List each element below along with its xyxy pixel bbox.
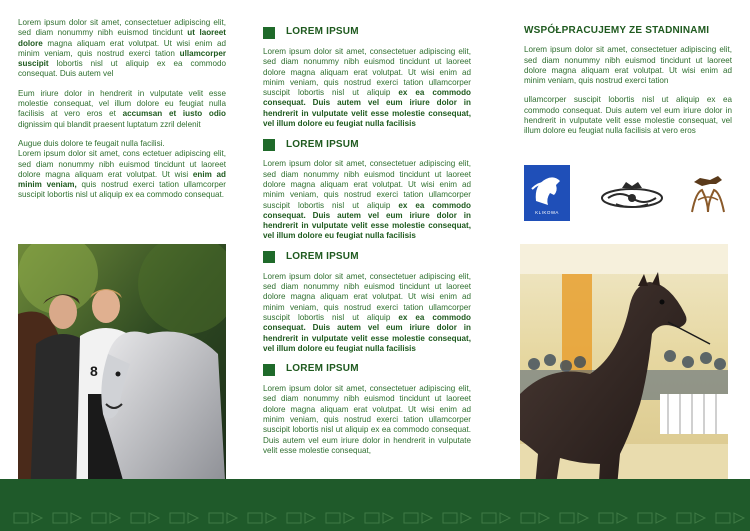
logo-klikowa bbox=[524, 165, 570, 226]
footer-ornament bbox=[500, 513, 510, 523]
footer-ornament bbox=[578, 513, 588, 523]
footer-ornament bbox=[599, 513, 613, 523]
section-3 bbox=[263, 251, 471, 354]
footer-ornament bbox=[656, 513, 666, 523]
footer-ornament bbox=[539, 513, 549, 523]
footer-ornament bbox=[131, 513, 145, 523]
section-header bbox=[263, 138, 471, 151]
section-title: LOREM IPSUM bbox=[286, 26, 359, 38]
footer-ornament bbox=[227, 513, 237, 523]
footer-ornament bbox=[188, 513, 198, 523]
footer-ornament bbox=[287, 513, 301, 523]
footer-ornament bbox=[266, 513, 276, 523]
footer-ornament bbox=[53, 513, 67, 523]
footer-ornament bbox=[695, 513, 705, 523]
section-title: LOREM IPSUM bbox=[286, 363, 359, 375]
right-text-column bbox=[524, 26, 732, 146]
bold-phrase: ullamcorper suscipit bbox=[18, 48, 226, 69]
footer-ornament bbox=[617, 513, 627, 523]
footer-ornament bbox=[92, 513, 106, 523]
bold-phrase: enim ad minim veniam, bbox=[18, 169, 226, 190]
footer-ornament bbox=[170, 513, 184, 523]
footer-pattern-icon bbox=[0, 511, 750, 525]
bold-phrase: ut laoreet dolore bbox=[18, 28, 226, 48]
footer-ornament bbox=[422, 513, 432, 523]
logo-label: KLIKOWA bbox=[535, 210, 559, 215]
footer-ornament bbox=[209, 513, 223, 523]
footer-ornament bbox=[344, 513, 354, 523]
photo-dark-arabian-horse bbox=[520, 244, 728, 498]
section-2 bbox=[263, 138, 471, 241]
section-header bbox=[263, 251, 471, 264]
footer-ornament bbox=[404, 513, 418, 523]
bold-phrase: accumsan et iusto odio bbox=[122, 109, 226, 119]
footer-ornament bbox=[560, 513, 574, 523]
section-1 bbox=[263, 26, 471, 129]
footer-ornament bbox=[461, 513, 471, 523]
section-text: Lorem ipsum dolor sit amet, consectetuer adipiscing elit, sed diam nonummy nibh euismod tincidunt ut laoreet dolore magna aliquam erat volutpat. Ut wisi enim ad minim veniam, quis nostrud exerci tation ullamcorper suscipit lobortis nisl ut aliquip ex ea commodo consequat. Duis autem vel eum iriure dolor in hendrerit in vulputate velit esse molestie consequat, vel illum dolore eu feugiat nulla facilisis bbox=[263, 159, 471, 241]
footer-ornament bbox=[14, 513, 28, 523]
square-bullet-icon bbox=[263, 27, 275, 39]
footer-ornament bbox=[32, 513, 42, 523]
footer-band bbox=[0, 479, 750, 531]
section-4 bbox=[263, 363, 471, 456]
logo-crest bbox=[598, 178, 666, 217]
footer-ornament bbox=[734, 513, 744, 523]
footer-ornament bbox=[443, 513, 457, 523]
section-text: Lorem ipsum dolor sit amet, consectetuer adipiscing elit, sed diam nonummy nibh euismod tincidunt ut laoreet dolore magna aliquam erat volutpat. Ut wisi enim ad minim veniam, quis nostrud exerci tation ullamcorper suscipit lobortis nisl ut aliquip ex ea commodo consequat. Duis autem vel eum iriure dolor in hendrerit in vulputate velit esse molestie consequat, bbox=[263, 384, 471, 455]
middle-text-column bbox=[263, 26, 471, 465]
section-header bbox=[263, 363, 471, 376]
footer-ornament bbox=[365, 513, 379, 523]
paragraph-3: Augue duis dolore te feugait nulla facilisi. Lorem ipsum dolor sit amet, cons ectetuer adipiscing elit, sed diam nonummy nibh euismod tincidunt ut laoreet dolore magna aliquam erat volutpat. Ut wisi enim ad minim veniam, quis nostrud exerci tation ullamcorper suscipit lobortis nisl ut aliquip ex ea commodo consequat. bbox=[18, 138, 226, 200]
footer-ornament bbox=[248, 513, 262, 523]
paragraph-2: Eum iriure dolor in hendrerit in vulputate velit esse molestie consequat, vel illum dolore eu feugiat nulla facilisis at vero eros et accumsan et iusto odio dignissim qui blandit praesent luptatum zzril delenit bbox=[18, 88, 226, 129]
paragraph-1: Lorem ipsum dolor sit amet, consectetuer adipiscing elit, sed diam nonummy nibh euismod tincidunt ut laoreet dolore magna aliquam erat volutpat. Ut wisi enim ad minim veniam, quis nostrud exerci tation ullamcorper suscipit lobortis nisl ut aliquip ex ea commodo consequat. Duis autem vel bbox=[18, 18, 226, 79]
left-text-column bbox=[18, 18, 226, 201]
photo-handlers-with-grey-horse bbox=[18, 244, 226, 498]
section-text: Lorem ipsum dolor sit amet, consectetuer adipiscing elit, sed diam nonummy nibh euismod tincidunt ut laoreet dolore magna aliquam erat volutpat. Ut wisi enim ad minim veniam, quis nostrud exerci tation ullamcorper suscipit lobortis nisl ut aliquip ex ea commodo consequat. Duis autem vel eum iriure dolor in hendrerit in vulputate velit esse molestie consequat, vel illum dolore eu feugiat nulla facilisis bbox=[263, 47, 471, 129]
footer-ornament bbox=[383, 513, 393, 523]
section-title: LOREM IPSUM bbox=[286, 138, 359, 150]
footer-ornament bbox=[149, 513, 159, 523]
crown-crest-icon bbox=[598, 178, 666, 212]
section-text: Lorem ipsum dolor sit amet, consectetuer adipiscing elit, sed diam nonummy nibh euismod tincidunt ut laoreet dolore magna aliquam erat volutpat. Ut wisi enim ad minim veniam, quis nostrud exerci tation ullamcorper suscipit lobortis nisl ut aliquip ex ea commodo consequat. Duis autem vel eum iriure dolor in hendrerit in vulputate velit esse molestie consequat, vel illum dolore eu feugiat nulla facilisis bbox=[263, 271, 471, 353]
footer-ornament bbox=[638, 513, 652, 523]
square-bullet-icon bbox=[263, 139, 275, 151]
logo-monogram bbox=[688, 172, 728, 221]
footer-ornament bbox=[305, 513, 315, 523]
paragraph-1: Lorem ipsum dolor sit amet, consectetuer adipiscing elit, sed diam nonummy nibh euismod tincidunt ut laoreet dolore magna aliquam erat volutpat. Ut wisi enim ad minim veniam, quis nostrud exerci tation bbox=[524, 45, 732, 86]
footer-ornament bbox=[71, 513, 81, 523]
paragraph-2: ullamcorper suscipit lobortis nisl ut aliquip ex ea commodo consequat. Duis autem vel eum iriure dolor in hendrerit in vulputate velit esse molestie consequat, vel illum dolore eu feugiat nulla facilisis at vero eros bbox=[524, 95, 732, 136]
horse-monogram-icon bbox=[688, 172, 728, 216]
footer-ornament bbox=[482, 513, 496, 523]
partners-heading: WSPÓŁPRACUJEMY ZE STADNINAMI bbox=[524, 25, 710, 36]
svg-text:8: 8 bbox=[90, 363, 98, 379]
footer-ornament bbox=[521, 513, 535, 523]
footer-ornament bbox=[110, 513, 120, 523]
section-header bbox=[263, 26, 471, 39]
footer-ornament bbox=[326, 513, 340, 523]
section-title: LOREM IPSUM bbox=[286, 251, 359, 263]
square-bullet-icon bbox=[263, 364, 275, 376]
square-bullet-icon bbox=[263, 251, 275, 263]
footer-ornament bbox=[716, 513, 730, 523]
footer-ornament bbox=[677, 513, 691, 523]
